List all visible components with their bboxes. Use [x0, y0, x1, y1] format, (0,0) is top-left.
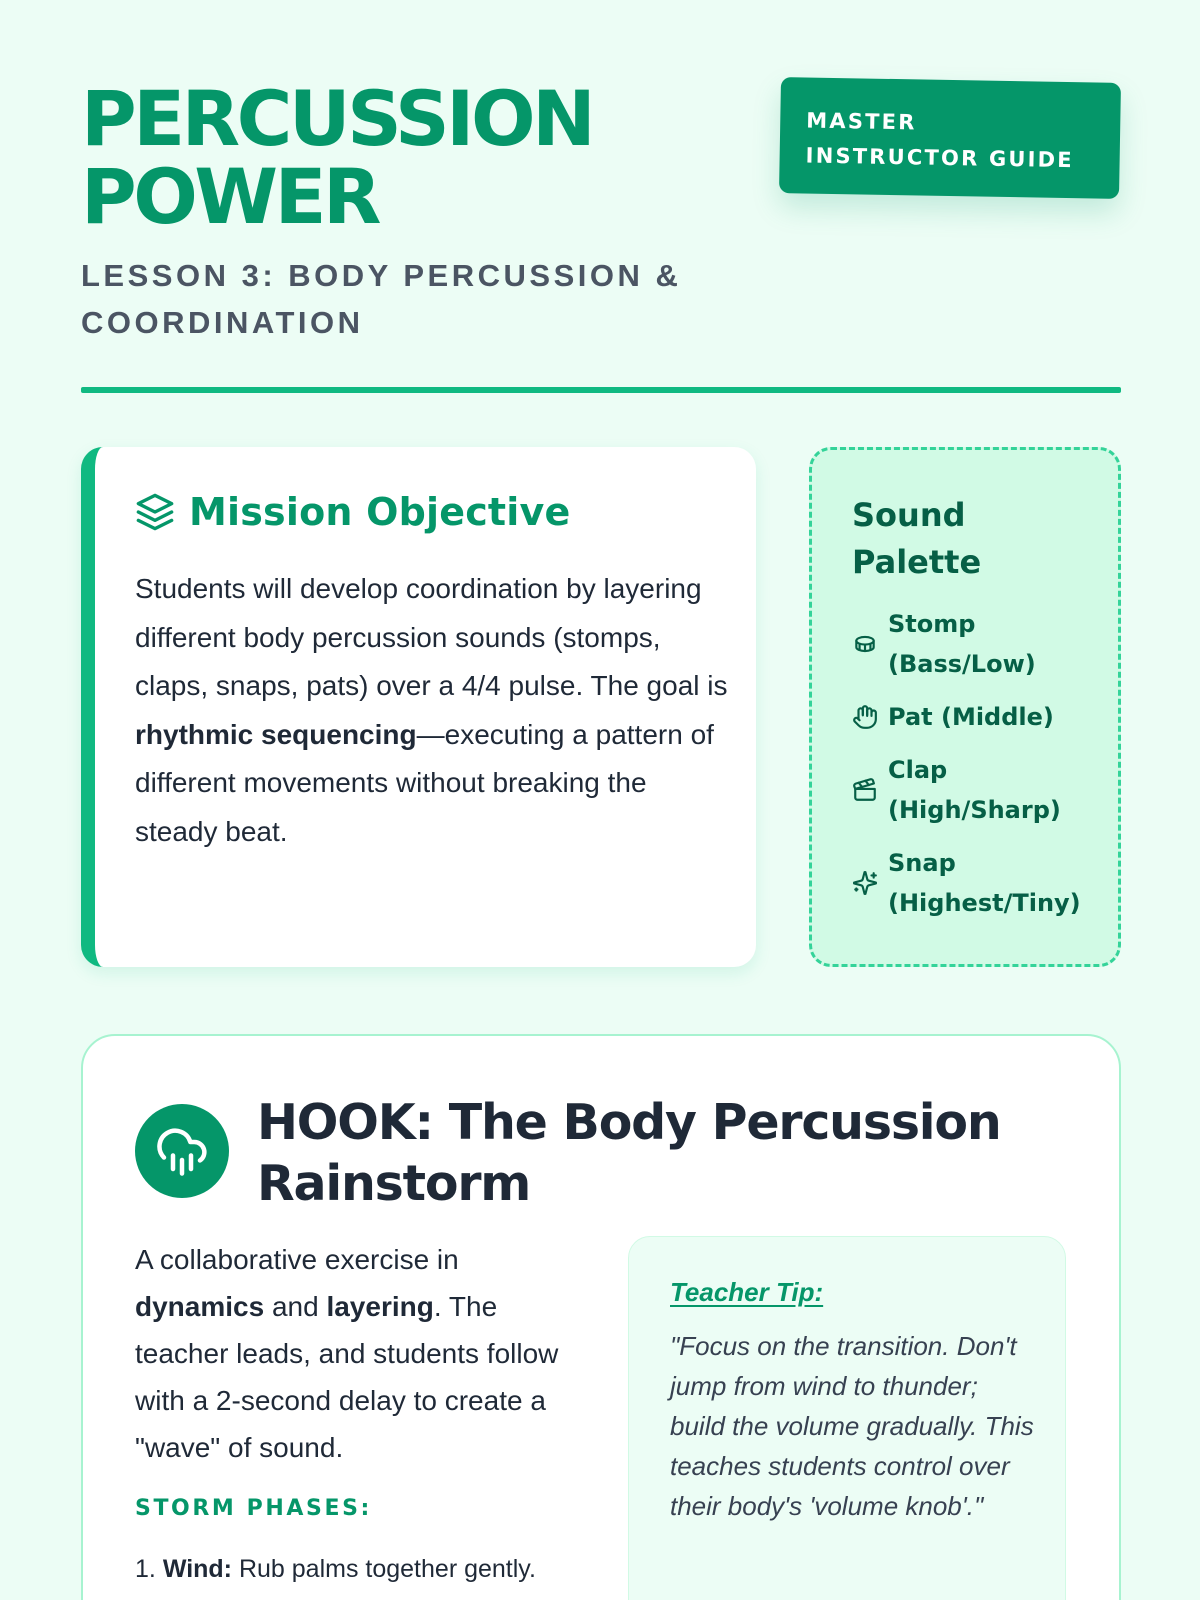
- mission-header: [135, 489, 718, 535]
- sound-palette-card: [809, 447, 1121, 967]
- hook-icon-circle: [135, 1104, 229, 1198]
- drum-icon: [852, 631, 878, 657]
- phase-name: Wind:: [162, 1555, 233, 1583]
- palette-label-clap: Clap (High/Sharp): [888, 756, 1061, 824]
- hook-title: HOOK: The Body Percussion Rainstorm: [257, 1094, 1001, 1212]
- clapperboard-icon: [852, 777, 878, 803]
- teacher-tip-box: [628, 1236, 1066, 1600]
- sparkles-icon: [852, 870, 878, 896]
- header-divider: [81, 387, 1121, 393]
- page-title: [81, 74, 721, 241]
- badge-line-1: MASTER: [806, 108, 917, 135]
- title-line-1: PERCUSSION: [81, 74, 593, 163]
- teacher-tip-label: Teacher Tip:: [670, 1277, 824, 1307]
- palette-title: Sound Palette: [852, 496, 982, 581]
- mission-text-part-1: Students will develop coordination by layering different body percussion sounds (stomps, claps, snaps, pats) over a 4/4 pulse. The goal is: [135, 573, 728, 701]
- mission-text-bold: rhythmic sequencing: [135, 718, 417, 750]
- hook-intro-part-1: A collaborative exercise in: [135, 1244, 459, 1275]
- layers-icon: [135, 492, 175, 532]
- mission-objective-card: [81, 447, 756, 967]
- hook-intro-part-3: . The teacher leads, and students follow with a 2-second delay to create a "wave" of sound.: [135, 1291, 559, 1463]
- palette-item-stomp: [852, 604, 1098, 684]
- mission-text: [135, 565, 735, 856]
- lesson-subtitle: LESSON 3: BODY PERCUSSION & COORDINATION: [81, 258, 682, 340]
- hook-intro-part-2: and: [264, 1291, 327, 1322]
- palette-item-snap: [852, 843, 1098, 923]
- palette-label-snap: Snap (Highest/Tiny): [888, 849, 1081, 917]
- phase-description: Rub palms together gently.: [232, 1555, 536, 1583]
- mission-text-part-2: —executing a pattern of different movements without breaking the steady beat.: [135, 718, 714, 847]
- palette-item-clap: [852, 750, 1098, 830]
- hand-icon: [852, 704, 878, 730]
- palette-list: [852, 604, 1098, 923]
- instructor-guide-badge: [779, 77, 1121, 199]
- phase-number: 1.: [135, 1555, 156, 1583]
- hook-intro-bold-1: dynamics: [135, 1291, 265, 1322]
- hook-intro-bold-2: layering: [326, 1291, 434, 1322]
- palette-label-stomp: Stomp (Bass/Low): [888, 610, 1036, 678]
- mission-title: Mission Objective: [189, 490, 571, 534]
- palette-label-pat: Pat (Middle): [888, 703, 1054, 731]
- hook-intro: [135, 1236, 585, 1471]
- hook-section: [81, 1034, 1121, 1600]
- badge-line-2: INSTRUCTOR GUIDE: [805, 143, 1075, 173]
- storm-phases-label: STORM PHASES:: [135, 1496, 372, 1521]
- cloud-rain-icon: [155, 1124, 209, 1178]
- title-line-2: POWER: [81, 152, 379, 241]
- phase-item: [135, 1546, 555, 1592]
- palette-item-pat: [852, 697, 1098, 737]
- teacher-tip-quote: "Focus on the transition. Don't jump from wind to thunder; build the volume gradually. This teaches students control over their body's 'volume knob'.": [670, 1331, 1034, 1521]
